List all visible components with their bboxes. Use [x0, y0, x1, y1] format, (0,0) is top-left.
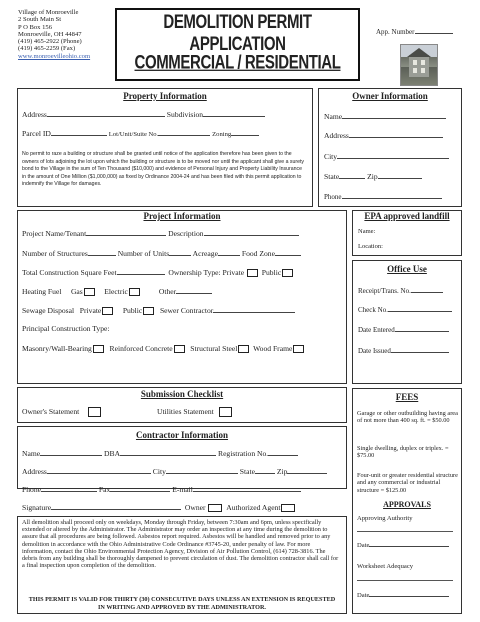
structural-steel-checkbox[interactable] [238, 345, 249, 353]
app-number-field[interactable]: App. Number [376, 26, 453, 36]
epa-name-field[interactable]: Name: [358, 228, 376, 235]
property-parcel-field[interactable]: Parcel ID Lot/Unit/Suite No. Zoning [22, 128, 259, 138]
owner-name-field[interactable]: Name [324, 111, 446, 121]
title-line-1: DEMOLITION PERMIT APPLICATION [163, 10, 312, 56]
epa-location-field[interactable]: Location: [358, 243, 383, 250]
principal-construction-label: Principal Construction Type: [22, 324, 110, 333]
office-use-heading: Office Use [387, 264, 427, 274]
property-info-heading: Property Information [123, 91, 207, 101]
utilities-statement-checkbox[interactable] [219, 407, 232, 417]
owner-statement-item[interactable]: Owner's Statement [22, 407, 101, 417]
approvals-heading: APPROVALS [383, 500, 431, 509]
check-number-field[interactable]: Check No. [358, 304, 452, 314]
ownership-private-checkbox[interactable] [247, 269, 258, 277]
sewage-public-checkbox[interactable] [143, 307, 154, 315]
owner-city-field[interactable]: City [324, 151, 449, 161]
worksheet-adequacy-line[interactable] [357, 580, 453, 581]
fee-item-commercial: Four-unit or greater residential structure and any commercial or industrial structure = $125.00 [357, 472, 458, 494]
approving-authority-line[interactable] [357, 531, 453, 532]
date-issued-field[interactable]: Date Issued [358, 345, 449, 355]
reinforced-concrete-checkbox[interactable] [174, 345, 185, 353]
contractor-address-field[interactable]: Address City State Zip [22, 466, 327, 476]
heating-fuel-field[interactable]: Heating Fuel Gas Electric Other [22, 286, 212, 296]
heating-gas-checkbox[interactable] [84, 288, 95, 296]
contractor-info-heading: Contractor Information [135, 430, 229, 440]
building-photo-icon [401, 45, 437, 85]
utilities-statement-item[interactable]: Utilities Statement [157, 407, 232, 417]
approval-date-2-field[interactable]: Date [357, 591, 449, 599]
village-po-box: P O Box 156 [18, 23, 53, 31]
village-fax: (419) 465-2259 (Fax) [18, 45, 76, 53]
project-sqft-field[interactable]: Total Construction Square Feet Ownership Type: Private Public [22, 267, 293, 277]
signer-owner-checkbox[interactable] [208, 504, 222, 512]
submission-checklist-heading: Submission Checklist [140, 389, 224, 399]
owner-info-section [318, 88, 462, 207]
owner-statement-checkbox[interactable] [88, 407, 101, 417]
village-address-block [18, 9, 90, 60]
ownership-public-checkbox[interactable] [282, 269, 293, 277]
worksheet-adequacy-label: Worksheet Adequacy [357, 563, 414, 570]
project-info-heading: Project Information [143, 211, 221, 221]
project-counts-field[interactable]: Number of Structures Number of Units Acreage Food Zone [22, 248, 301, 258]
village-website[interactable]: www.monroevilleohio.com [18, 52, 91, 60]
title-line-2: COMMERCIAL / RESIDENTIAL [134, 51, 341, 74]
property-address-field[interactable]: Address Subdivision [22, 109, 265, 119]
village-street: 2 South Main St [18, 16, 62, 24]
village-photo [400, 44, 438, 86]
contractor-name-field[interactable]: Name DBA Registration No. [22, 448, 298, 458]
notes-text: All demolition shall proceed only on weekdays, Monday through Friday, between 7:30am and 6pm, unless specifically extended or altered by the Administrator. The Administrator may order an inspection at any time during the demolition to assure that all procedures are being followed. Asbestos report required. Asbestos will be handled and removed prior to any demolition in accordance with the Ohio Administrative Code Ordinance #3745-20, under penalty of law. For more information, contact the Ohio Environmental Protection Agency, Division of Air Pollution Control, (614) 728-3816. The debris from any building shall be thoroughly dampened to prevent circulation of dust. The demolition contractor shall call for a final inspection upon completion of the demolition. [22, 519, 339, 570]
construction-type-options[interactable]: Masonry/Wall-Bearing Reinforced Concrete Structural Steel Wood Frame [22, 344, 304, 353]
receipt-field[interactable]: Receipt/Trans. No. [358, 285, 443, 295]
owner-address-field[interactable]: Address [324, 130, 443, 140]
owner-state-zip-field[interactable]: State Zip [324, 171, 422, 181]
epa-heading: EPA approved landfill [364, 211, 450, 221]
fee-item-dwelling: Single dwelling, duplex or triplex. = $75.00 [357, 445, 449, 460]
validity-notice: THIS PERMIT IS VALID FOR THIRTY (30) CONSECUTIVE DAYS UNLESS AN EXTENSION IS REQUESTED IN WRITING AND APPROVED BY THE ADMINISTRATOR. [28, 596, 336, 611]
property-notice: No permit to raze a building or structure shall be granted until notice of the application therefore has been given to the owners of lots adjoining the lot upon which the building or structure is to be moved nor until the applicant shall give a surety bond to the Village in the sum of Ten Thousand ($10,000) and evidence of Personal Injury and Property Liability Insurance in the amount of One Million ($1,000,000) as fixed by Ordinance 2004-24 and has been filed with this permit application to indemnify the Village for damages. [22, 151, 305, 188]
signer-agent-checkbox[interactable] [281, 504, 295, 512]
wood-frame-checkbox[interactable] [293, 345, 304, 353]
village-name: Village of Monroeville [18, 9, 79, 16]
owner-phone-field[interactable]: Phone [324, 191, 442, 201]
village-phone: (419) 465-2922 (Phone) [18, 38, 82, 46]
sewage-private-checkbox[interactable] [102, 307, 113, 315]
property-info-section [17, 88, 313, 207]
project-name-field[interactable]: Project Name/Tenant Description [22, 228, 299, 238]
approving-authority-label: Approving Authority [357, 515, 413, 522]
title-box [115, 8, 360, 81]
owner-info-heading: Owner Information [352, 91, 428, 101]
office-use-section [352, 260, 462, 384]
contractor-signature-field[interactable]: Signature Owner Authorized Agent [22, 502, 295, 512]
fees-heading: FEES [395, 392, 419, 402]
sewage-disposal-field[interactable]: Sewage Disposal Private Public Sewer Contractor [22, 305, 295, 315]
village-city: Monroeville, OH 44847 [18, 30, 82, 38]
masonry-checkbox[interactable] [93, 345, 104, 353]
contractor-phone-field[interactable]: Phone Fax E-mail [22, 484, 301, 494]
heating-electric-checkbox[interactable] [129, 288, 140, 296]
date-entered-field[interactable]: Date Entered [358, 324, 449, 334]
fee-item-garage: Garage or other outbuilding having area of not more than 400 sq. ft. = $50.00 [357, 410, 458, 425]
approval-date-1-field[interactable]: Date [357, 541, 449, 549]
